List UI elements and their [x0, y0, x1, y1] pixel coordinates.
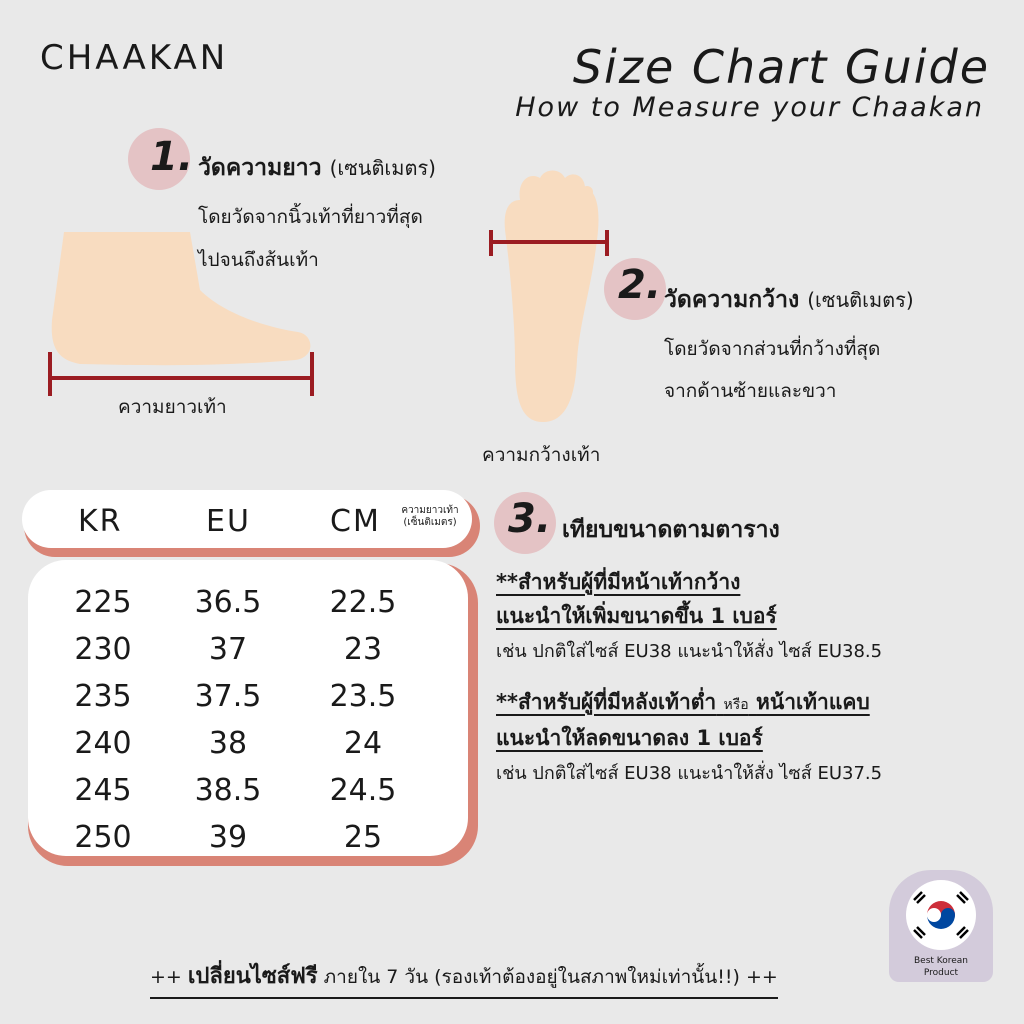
cell-eu: 38.5 — [194, 773, 262, 808]
tip-narrow-or: หรือ — [723, 697, 749, 713]
step1-desc-line1: โดยวัดจากนิ้วเท้าที่ยาวที่สุด — [198, 206, 423, 228]
header-cm: CM — [330, 504, 381, 539]
best-korean-line1: Best Korean — [913, 956, 968, 966]
cell-eu: 37.5 — [194, 679, 262, 714]
header-cm-note — [394, 505, 466, 529]
cell-kr: 230 — [74, 632, 132, 667]
step3-number: 3. — [508, 496, 552, 542]
footer-suffix: ++ — [745, 966, 778, 988]
step2-number: 2. — [618, 262, 662, 308]
cell-kr: 245 — [74, 773, 132, 808]
cell-kr: 240 — [74, 726, 132, 761]
foot-sole-icon — [485, 160, 615, 430]
step2-title — [664, 282, 914, 318]
cell-kr: 225 — [74, 585, 132, 620]
cell-cm: 23.5 — [329, 679, 397, 714]
foot-length-caption: ความยาวเท้า — [118, 396, 227, 418]
header-kr: KR — [78, 504, 123, 539]
korea-flag-icon — [904, 878, 978, 952]
cell-eu: 39 — [208, 820, 248, 855]
cell-eu: 36.5 — [194, 585, 262, 620]
cell-cm: 22.5 — [329, 585, 397, 620]
page-subtitle: How to Measure your Chaakan — [515, 92, 984, 123]
tip-wide-example: เช่น ปกติใส่ไซส์ EU38 แนะนำให้สั่ง ไซส์ EU38.5 — [496, 641, 883, 662]
page-title: Size Chart Guide — [572, 40, 990, 94]
cell-eu: 37 — [208, 632, 248, 667]
tip-narrow-example: เช่น ปกติใส่ไซส์ EU38 แนะนำให้สั่ง ไซส์ EU37.5 — [496, 763, 883, 784]
cm-note-line1: ความยาวเท้า — [401, 505, 459, 516]
cell-eu: 38 — [208, 726, 248, 761]
step1-title — [198, 150, 436, 186]
step2-title-text: วัดความกว้าง — [664, 287, 800, 313]
foot-side-icon — [40, 220, 330, 400]
best-korean-line2: Product — [923, 968, 959, 978]
footer-highlight: เปลี่ยนไซส์ฟรี — [187, 964, 318, 989]
tip-narrow-suffix: หน้าเท้าแคบ — [756, 690, 870, 714]
free-exchange-note — [150, 958, 778, 999]
step3-title: เทียบขนาดตามตาราง — [562, 517, 780, 543]
step2-desc-line2: จากด้านซ้ายและขวา — [664, 380, 837, 402]
step1-unit: (เซนติเมตร) — [329, 156, 436, 180]
cell-cm: 25 — [343, 820, 383, 855]
foot-width-caption: ความกว้างเท้า — [482, 444, 601, 466]
step2-unit: (เซนติเมตร) — [807, 288, 914, 312]
step2-desc-line1: โดยวัดจากส่วนที่กว้างที่สุด — [664, 338, 881, 360]
tip-narrow-prefix: **สำหรับผู้ที่มีหลังเท้าต่ำ — [496, 690, 717, 714]
cm-note-line2: (เซ็นติเมตร) — [403, 517, 457, 528]
cell-cm: 24 — [343, 726, 383, 761]
tip-wide-line2: แนะนำให้เพิ่มขนาดขึ้น 1 เบอร์ — [496, 604, 777, 628]
cell-cm: 23 — [343, 632, 383, 667]
brand-logo: CHAAKAN — [40, 38, 229, 78]
cell-cm: 24.5 — [329, 773, 397, 808]
footer-text: ภายใน 7 วัน (รองเท้าต้องอยู่ในสภาพใหม่เท่านั้น!!) — [323, 966, 740, 988]
tip-narrow-line2: แนะนำให้ลดขนาดลง 1 เบอร์ — [496, 726, 763, 750]
cell-kr: 250 — [74, 820, 132, 855]
footer-prefix: ++ — [150, 966, 182, 988]
tip-wide-line1: **สำหรับผู้ที่มีหน้าเท้ากว้าง — [496, 570, 741, 594]
step1-title-text: วัดความยาว — [198, 155, 322, 181]
step1-desc-line2: ไปจนถึงส้นเท้า — [198, 249, 319, 271]
header-eu: EU — [206, 504, 251, 539]
tip-narrow-line1 — [496, 686, 870, 719]
step1-number: 1. — [150, 134, 194, 180]
cell-kr: 235 — [74, 679, 132, 714]
best-korean-label — [889, 955, 993, 979]
